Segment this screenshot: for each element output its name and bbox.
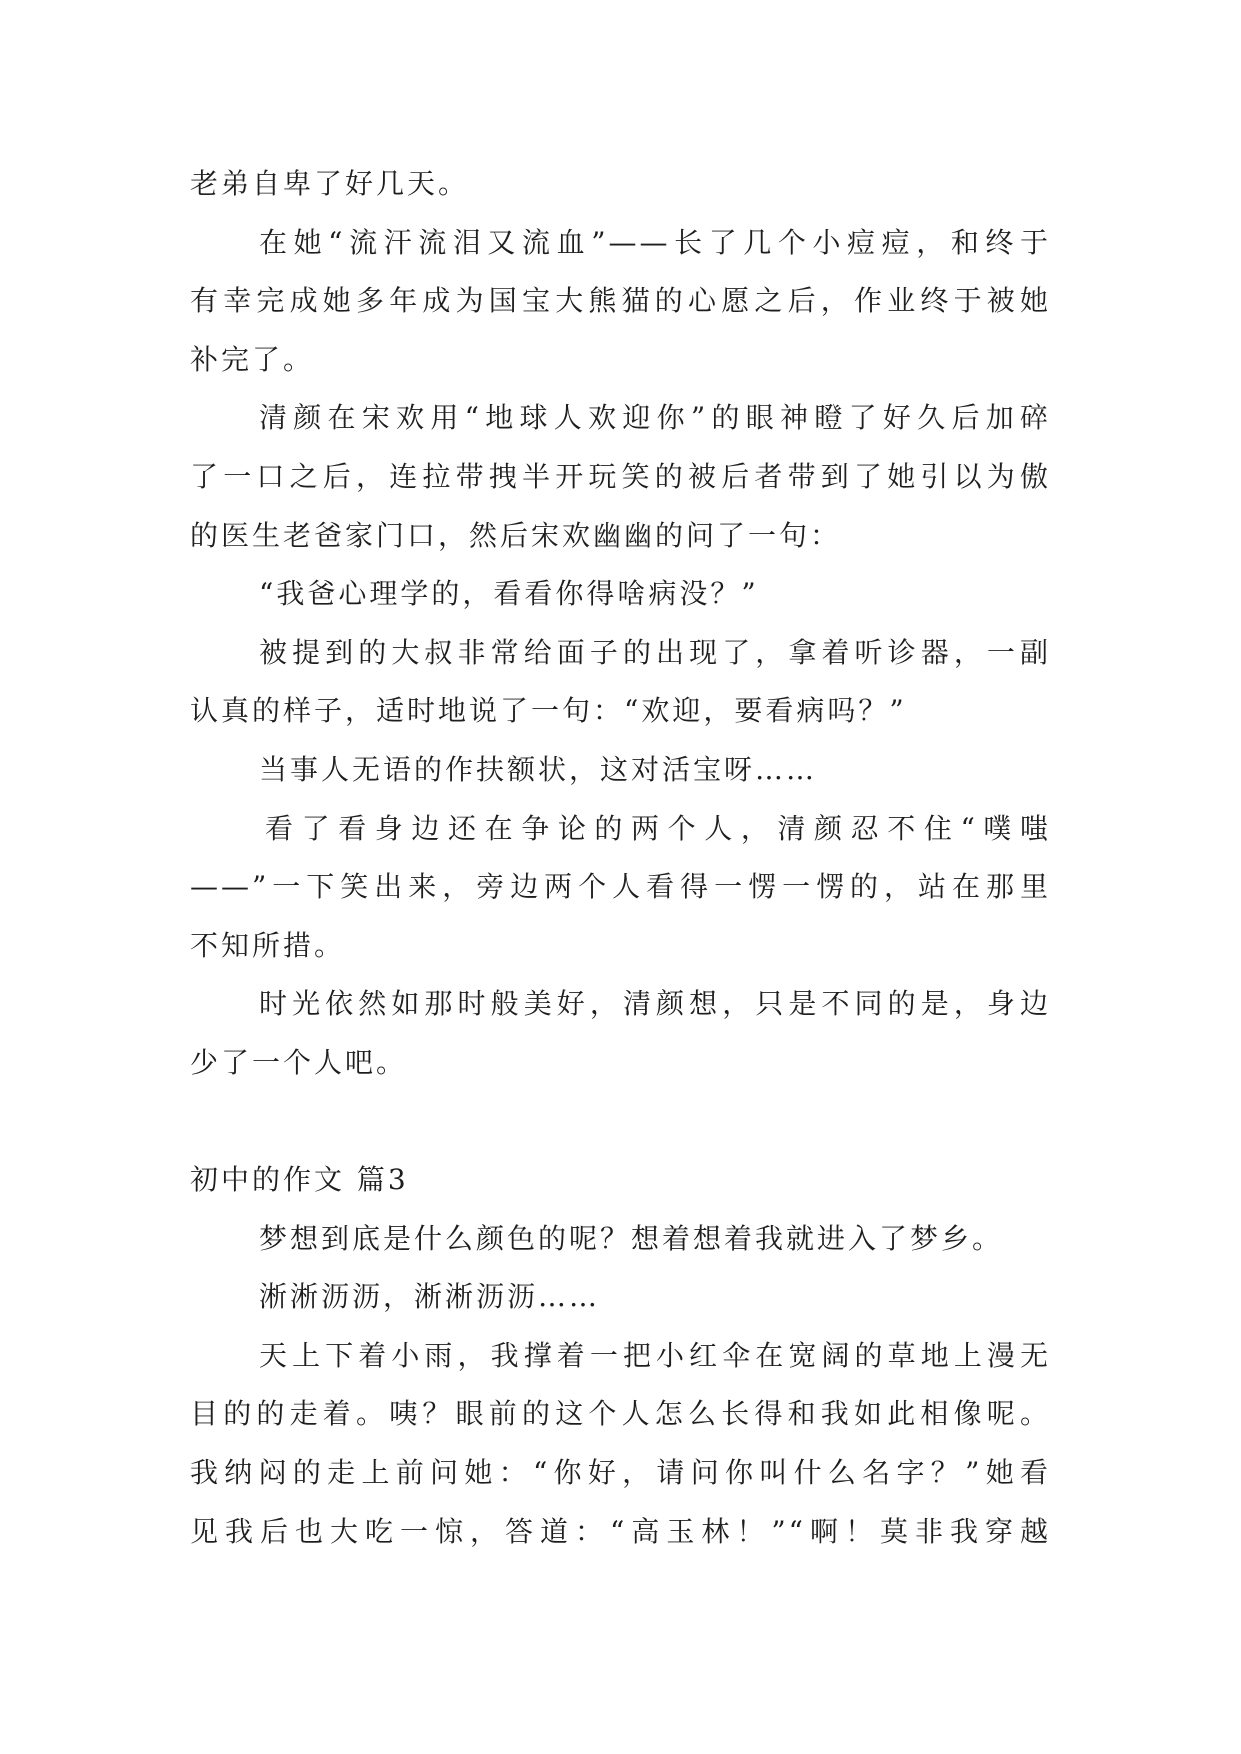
text-line: 清颜在宋欢用“地球人欢迎你”的眼神瞪了好久后加碎	[259, 401, 1051, 435]
text-line: 时光依然如那时般美好，清颜想，只是不同的是，身边	[259, 987, 1051, 1021]
text-line: 梦想到底是什么颜色的呢？想着想着我就进入了梦乡。	[259, 1221, 1004, 1255]
text-line: 当事人无语的作扶额状，这对活宝呀……	[259, 752, 818, 786]
section-heading: 初中的作文 篇3	[190, 1163, 409, 1197]
text-line: 天上下着小雨，我撑着一把小红伞在宽阔的草地上漫无	[259, 1338, 1051, 1372]
text-line: 老弟自卑了好几天。	[190, 167, 470, 200]
text-line: 补完了。	[190, 342, 315, 376]
text-line: 见我后也大吃一惊，答道：“高玉林！”“啊！莫非我穿越	[190, 1514, 1051, 1548]
text-line: 被提到的大叔非常给面子的出现了，拿着听诊器，一副	[259, 635, 1051, 669]
text-line: 目的的走着。咦？眼前的这个人怎么长得和我如此相像呢。	[190, 1397, 1051, 1431]
text-line: 认真的样子，适时地说了一句：“欢迎，要看病吗？”	[190, 694, 907, 728]
text-line: 我纳闷的走上前问她：“你好，请问你叫什么名字？”她看	[190, 1456, 1051, 1490]
text-line: 在她“流汗流泪又流血”——长了几个小痘痘，和终于	[259, 225, 1051, 259]
text-line: 有幸完成她多年成为国宝大熊猫的心愿之后，作业终于被她	[190, 284, 1051, 318]
text-line: 了一口之后，连拉带拽半开玩笑的被后者带到了她引以为傲	[190, 459, 1051, 493]
text-line: 淅淅沥沥，淅淅沥沥……	[259, 1280, 601, 1314]
text-line: 看了看身边还在争论的两个人，清颜忍不住“噗嗤	[265, 811, 1051, 845]
document-body	[190, 155, 1051, 1561]
text-line: ——”一下笑出来，旁边两个人看得一愣一愣的，站在那里	[190, 870, 1051, 904]
text-line: 不知所措。	[190, 928, 346, 962]
text-line: 少了一个人吧。	[190, 1045, 408, 1079]
paragraph-gap	[190, 1093, 1051, 1152]
text-line: “我爸心理学的，看看你得啥病没？”	[259, 577, 759, 611]
text-line: 的医生老爸家门口，然后宋欢幽幽的问了一句：	[190, 518, 842, 552]
